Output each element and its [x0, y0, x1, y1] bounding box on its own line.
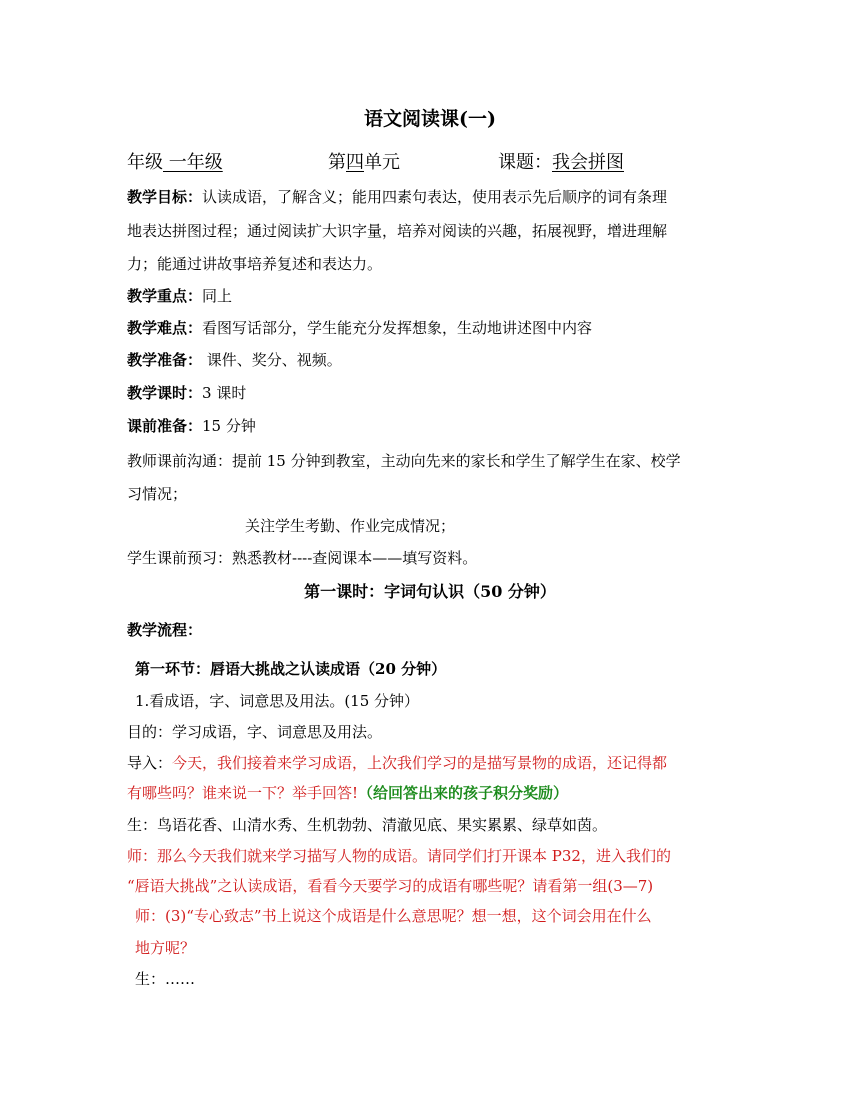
preview-line: 学生课前预习：熟悉教材----查阅课本——填写资料。 [127, 549, 478, 567]
teacher-line-2: “唇语大挑战”之认读成语，看看今天要学习的成语有哪些呢？请看第一组(3—7) [127, 877, 654, 895]
intro-reward-note: （给回答出来的孩子积分奖励） [358, 784, 569, 802]
teacher-line-4: 地方呢？ [135, 939, 196, 957]
grade-field [127, 148, 223, 174]
step1-line: 1.看成语，字、词意思及用法。(15 分钟） [135, 692, 420, 710]
page-title: 语文阅读课(一) [364, 108, 496, 130]
intro-line-2 [127, 783, 568, 803]
teacher-line-3: 师：(3)“专心致志”书上说这个成语是什么意思呢？想一想，这个词会用在什么 [135, 907, 652, 925]
comm-line-3: 关注学生考勤、作业完成情况； [245, 517, 456, 535]
unit-value: 四 [346, 152, 364, 173]
hours-line [127, 383, 246, 403]
objective-label: 教学目标： [127, 188, 203, 206]
unit-suffix: 单元 [364, 152, 400, 173]
teacher-line-1: 师：那么今天我们就来学习描写人物的成语。请同学们打开课本 P32，进入我们的 [127, 847, 671, 865]
intro-line-1 [127, 753, 667, 773]
unit-field [328, 148, 400, 174]
topic-field [498, 148, 624, 174]
comm-line-1: 教师课前沟通：提前 15 分钟到教室，主动向先来的家长和学生了解学生在家、校学 [127, 452, 681, 470]
intro-text-1: 今天，我们接着来学习成语，上次我们学习的是描写景物的成语，还记得都 [172, 754, 668, 772]
student-answer-2: 生：…… [135, 970, 196, 988]
grade-label: 年级 [127, 152, 163, 173]
difficulty-label: 教学难点： [127, 319, 203, 337]
unit-prefix: 第 [328, 152, 346, 173]
objective-text-1: 认读成语，了解含义；能用四素句表达，使用表示先后顺序的词有条理 [202, 188, 668, 206]
focus-text: 同上 [202, 287, 233, 305]
objective-line-3: 力；能通过讲故事培养复述和表达力。 [127, 255, 383, 273]
flow-label: 教学流程： [127, 621, 203, 639]
focus-label: 教学重点： [127, 287, 203, 305]
topic-label: 课题： [498, 152, 552, 173]
preclass-text: 15 分钟 [202, 417, 256, 435]
intro-text-2: 有哪些吗？谁来说一下？举手回答! [127, 784, 359, 802]
prep-line [127, 350, 342, 370]
topic-value: 我会拼图 [552, 152, 624, 173]
focus-line [127, 286, 232, 306]
difficulty-line [127, 318, 592, 338]
prep-text: 课件、奖分、视频。 [202, 351, 342, 369]
preclass-label: 课前准备： [127, 417, 203, 435]
prep-label: 教学准备： [127, 351, 203, 369]
comm-line-2: 习情况； [127, 485, 188, 503]
grade-value: 一年级 [163, 152, 223, 173]
segment1-title: 第一环节：唇语大挑战之认读成语（20 分钟） [135, 660, 447, 678]
preclass-line [127, 416, 256, 436]
intro-label: 导入： [127, 754, 173, 772]
hours-label: 教学课时： [127, 384, 203, 402]
objective-line-2: 地表达拼图过程；通过阅读扩大识字量，培养对阅读的兴趣，拓展视野，增进理解 [127, 222, 668, 240]
hours-text: 3 课时 [202, 384, 247, 402]
objective-line-1 [127, 187, 667, 207]
difficulty-text: 看图写话部分，学生能充分发挥想象，生动地讲述图中内容 [202, 319, 593, 337]
purpose-line: 目的：学习成语，字、词意思及用法。 [127, 723, 383, 741]
student-answer-1: 生：鸟语花香、山清水秀、生机勃勃、清澈见底、果实累累、绿草如茵。 [127, 816, 608, 834]
lesson1-title: 第一课时：字词句认识（50 分钟） [304, 582, 556, 601]
